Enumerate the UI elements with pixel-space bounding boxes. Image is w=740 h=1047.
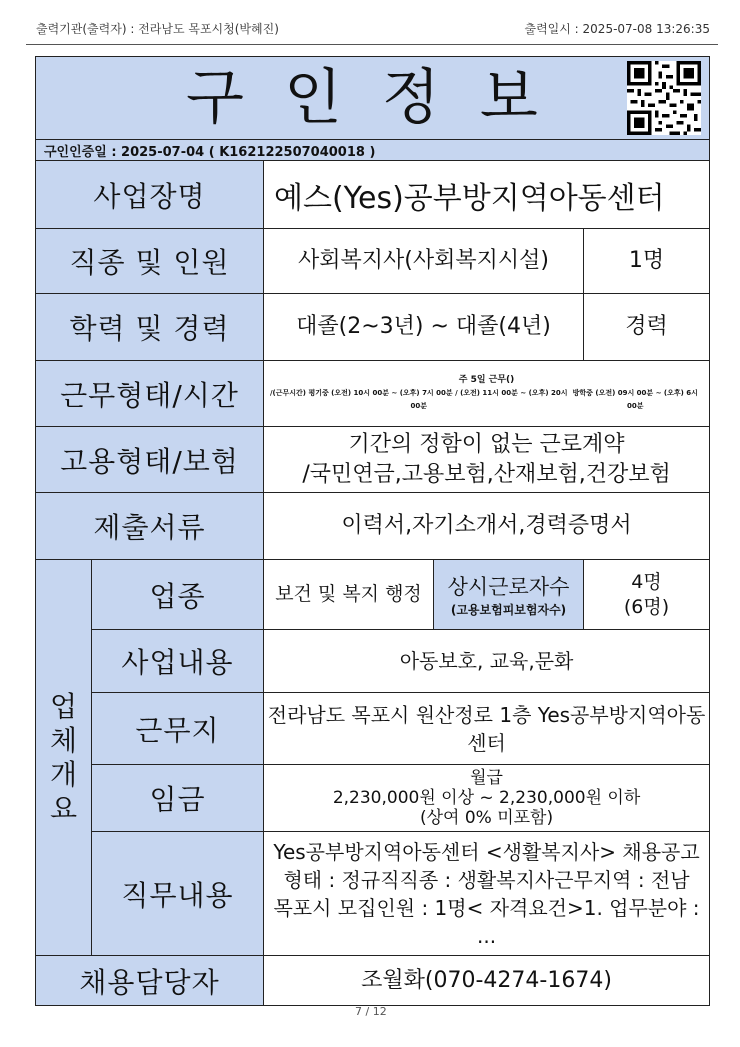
duty-label: 직무내용 bbox=[92, 832, 264, 956]
title-row bbox=[36, 57, 710, 140]
employment-insurance: /국민연금,고용보험,산재보험,건강보험 bbox=[302, 461, 671, 487]
job-info-table bbox=[35, 56, 710, 1006]
wage-label: 임금 bbox=[92, 765, 264, 832]
workers-note: (고용보험피보험자수) bbox=[450, 603, 567, 617]
contact-label: 채용담당자 bbox=[36, 956, 264, 1006]
job-count-value: 1명 bbox=[584, 229, 710, 294]
industry-value: 보건 및 복지 행정 bbox=[264, 560, 434, 630]
documents-label: 제출서류 bbox=[36, 493, 264, 560]
work-days: 주 5일 근무() bbox=[458, 375, 515, 385]
documents-value: 이력서,자기소개서,경력증명서 bbox=[264, 493, 710, 560]
career-value: 경력 bbox=[584, 294, 710, 361]
company-overview-label: 업 체 개 요 bbox=[36, 560, 92, 956]
work-hours-vacation: 방학중 (오전) 09시 00분 ~ (오후) 6시 00분 bbox=[572, 389, 698, 410]
duty-value: Yes공부방지역아동센터 <생활복지사> 채용공고형태 : 정규직직종 : 생활복지사근무지역 : 전남 목포시 모집인원 : 1명< 자격요건>1. 업무분야 : ... bbox=[264, 832, 710, 956]
education-label: 학력 및 경력 bbox=[36, 294, 264, 361]
employment-value bbox=[264, 427, 710, 493]
output-datetime: 출력일시 : 2025-07-08 13:26:35 bbox=[524, 22, 710, 36]
company-name-value: 예스(Yes)공부방지역아동센터 bbox=[264, 161, 710, 229]
work-hours-term: /(근무시간) 평기중 (오전) 10시 00분 ~ (오후) 7시 00분 / (오전) 11시 00분 ~ (오후) 20시 00분 bbox=[270, 389, 568, 410]
page-title: 구인정보 bbox=[186, 63, 578, 133]
contact-value: 조월화(070-4274-1674) bbox=[264, 956, 710, 1006]
location-value: 전라남도 목포시 원산정로 1층 Yes공부방지역아동센터 bbox=[264, 693, 710, 765]
work-schedule-value bbox=[264, 361, 710, 427]
location-label: 근무지 bbox=[92, 693, 264, 765]
work-schedule-label: 근무형태/시간 bbox=[36, 361, 264, 427]
certification-info: 구인인증일 : 2025-07-04 ( K162122507040018 ) bbox=[36, 140, 710, 161]
job-label: 직종 및 인원 bbox=[36, 229, 264, 294]
employment-label: 고용형태/보험 bbox=[36, 427, 264, 493]
industry-label: 업종 bbox=[92, 560, 264, 630]
education-value: 대졸(2~3년) ~ 대졸(4년) bbox=[264, 294, 584, 361]
qr-code-icon bbox=[627, 61, 701, 135]
header-divider bbox=[26, 44, 718, 45]
business-label: 사업내용 bbox=[92, 630, 264, 693]
business-value: 아동보호, 교육,문화 bbox=[264, 630, 710, 693]
employment-contract: 기간의 정함이 없는 근로계약 bbox=[348, 431, 625, 457]
output-agency: 출력기관(출력자) : 전라남도 목포시청(박혜진) bbox=[36, 22, 279, 36]
job-type-value: 사회복지사(사회복지시설) bbox=[264, 229, 584, 294]
workers-label: 상시근로자수 (고용보험피보험자수) bbox=[434, 560, 584, 630]
company-name-label: 사업장명 bbox=[36, 161, 264, 229]
wage-value: 월급 2,230,000원 이상 ~ 2,230,000원 이하 (상여 0% 미포함) bbox=[264, 765, 710, 832]
workers-value: 4명 (6명) bbox=[584, 560, 710, 630]
page-number: 7 / 12 bbox=[355, 1005, 387, 1018]
